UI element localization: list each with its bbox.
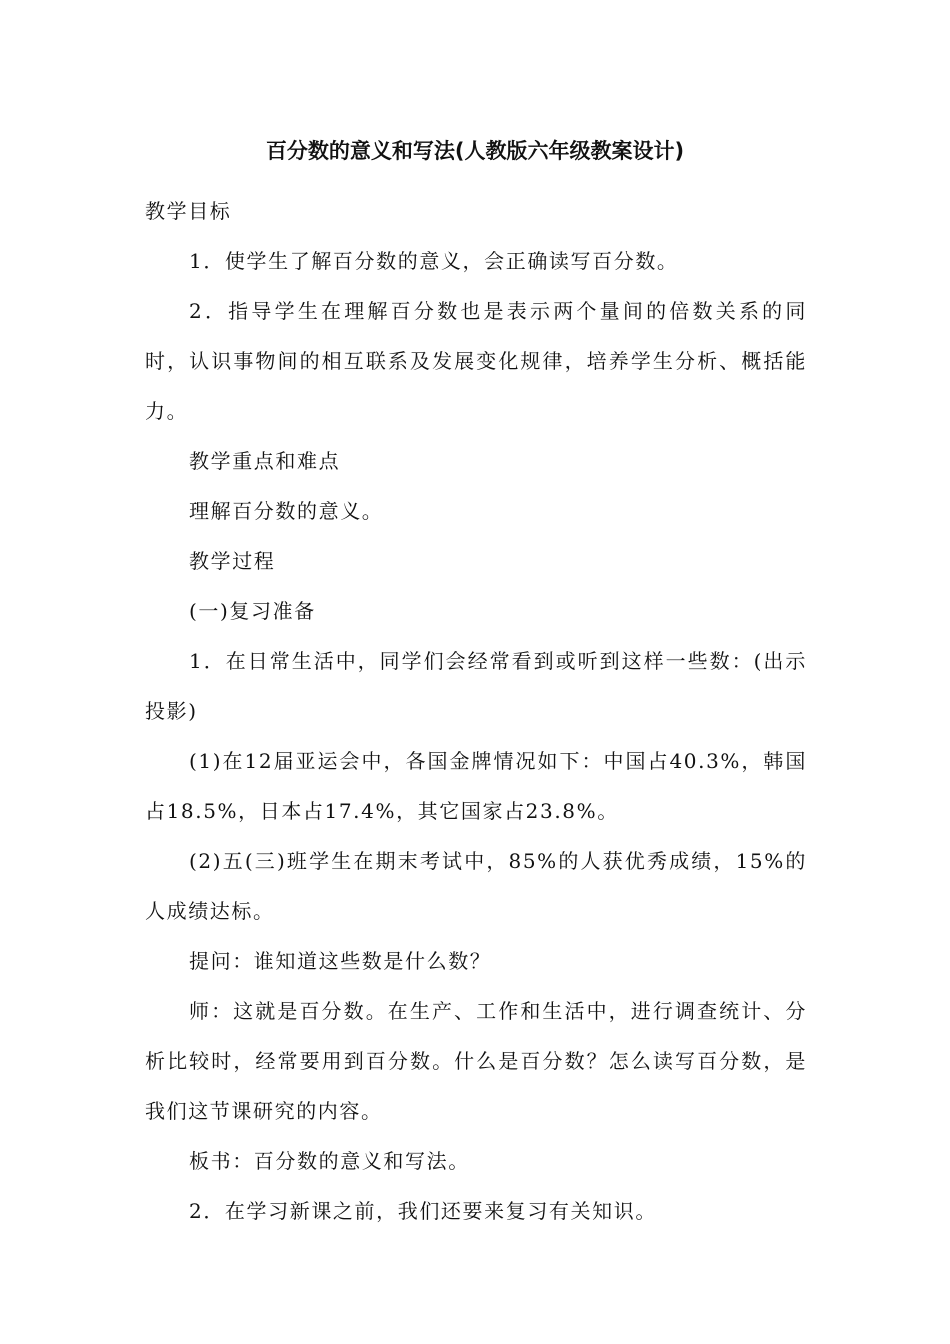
paragraph-review-1: 1．在日常生活中，同学们会经常看到或听到这样一些数：(出示投影) xyxy=(145,649,807,723)
paragraph-review-2: 2．在学习新课之前，我们还要来复习有关知识。 xyxy=(189,1199,657,1223)
paragraph-board: 板书：百分数的意义和写法。 xyxy=(189,1149,470,1173)
section-heading-teaching-process: 教学过程 xyxy=(189,549,276,573)
document-title: 百分数的意义和写法(人教版六年级教案设计) xyxy=(265,139,685,163)
section-heading-teaching-goals: 教学目标 xyxy=(145,199,232,223)
document-body xyxy=(145,186,807,1236)
paragraph-teacher: 师：这就是百分数。在生产、工作和生活中，进行调查统计、分析比较时，经常要用到百分数。什么是百分数？怎么读写百分数，是我们这节课研究的内容。 xyxy=(145,999,807,1123)
paragraph-key-point: 理解百分数的意义。 xyxy=(189,499,384,523)
paragraph-goal-1: 1．使学生了解百分数的意义，会正确读写百分数。 xyxy=(189,249,679,273)
subheading-review: (一)复习准备 xyxy=(189,599,316,623)
section-heading-key-points: 教学重点和难点 xyxy=(189,449,341,473)
paragraph-example-1: (1)在12届亚运会中，各国金牌情况如下：中国占40.3%，韩国占18.5%，日本占17.4%，其它国家占23.8%。 xyxy=(145,749,807,823)
paragraph-question: 提问：谁知道这些数是什么数？ xyxy=(189,949,492,973)
paragraph-goal-2: 2．指导学生在理解百分数也是表示两个量间的倍数关系的同时，认识事物间的相互联系及发展变化规律，培养学生分析、概括能力。 xyxy=(145,299,807,423)
paragraph-example-2: (2)五(三)班学生在期末考试中，85%的人获优秀成绩，15%的人成绩达标。 xyxy=(145,849,807,923)
